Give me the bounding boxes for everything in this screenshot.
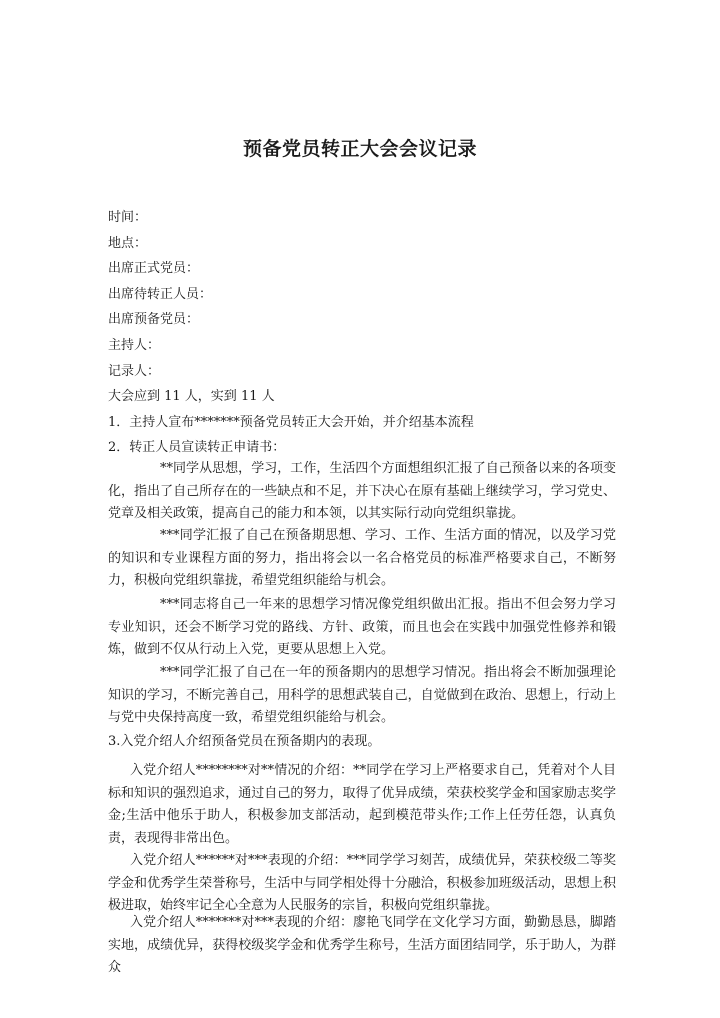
application-paragraph: ***同志将自己一年来的思想学习情况像党组织做出汇报。指出不但会努力学习专业知识，还会不断学习党的路线、方针、政策，而且也会在实践中加强党性修养和锻炼，做到不仅从行动上入党，更要从思想上入党。 xyxy=(108,597,616,657)
introduction-paragraph: 入党介绍人******对***表现的介绍：***同学学习刻苦，成绩优异，荣获校级二等奖学金和优秀学生荣誉称号，生活中与同学相处得十分融洽，积极参加班级活动，思想上积极进取，始终牢记全心全意为人民服务的宗旨，积极向党组织靠拢。 xyxy=(108,853,616,913)
field-location: 地点： xyxy=(108,235,148,251)
field-time: 时间： xyxy=(108,210,148,225)
field-candidates: 出席待转正人员： xyxy=(108,286,213,302)
section-3-heading: 3.入党介绍人介绍预备党员在预备期内的表现。 xyxy=(108,734,381,749)
meeting-info-fields xyxy=(108,205,628,461)
application-paragraph: **同学从思想，学习，工作，生活四个方面想组织汇报了自己预备以来的各项变化，指出了自己所存在的一些缺点和不足，并下决心在原有基础上继续学习，学习党史、党章及相关政策，提高自己的能力和本领，以其实际行动向党组织靠拢。 xyxy=(108,461,616,521)
field-full-members: 出席正式党员： xyxy=(108,261,200,277)
application-paragraph: ***同学汇报了自己在预备期思想、学习、工作、生活方面的情况，以及学习党的知识和专业课程方面的努力，指出将会以一名合格党员的标准严格要求自己，不断努力，积极向党组织靠拢，希望党组织能给与机会。 xyxy=(108,528,616,588)
introduction-paragraph: 入党介绍人********对**情况的介绍：**同学在学习上严格要求自己，凭着对个人目标和知识的强烈追求，通过自己的努力，取得了优异成绩，荣获校奖学金和国家励志奖学金;生活中他乐于助人，积极参加支部活动，起到模范带头作;工作上任劳任怨，认真负责，表现得非常出色。 xyxy=(108,763,616,846)
field-recorder: 记录人： xyxy=(108,363,161,379)
attendance-line: 大会应到 11 人，实到 11 人 xyxy=(108,389,275,405)
agenda-item-1: 1．主持人宣布*******预备党员转正大会开始，并介绍基本流程 xyxy=(108,414,474,430)
document-title: 预备党员转正大会会议记录 xyxy=(242,138,477,160)
application-paragraph: ***同学汇报了自己在一年的预备期内的思想学习情况。指出将会不断加强理论知识的学习，不断完善自己，用科学的思想武装自己，自觉做到在政治、思想上，行动上与党中央保持高度一致，希望党组织能给与机会。 xyxy=(108,665,616,725)
field-probationary-members: 出席预备党员： xyxy=(108,312,200,328)
field-host: 主持人： xyxy=(108,337,161,353)
introduction-paragraph: 入党介绍人*******对***表现的介绍：廖艳飞同学在文化学习方面，勤勤恳恳，脚踏实地，成绩优异，获得校级奖学金和优秀学生称号，生活方面团结同学，乐于助人，为群众 xyxy=(108,915,616,975)
agenda-item-2: 2．转正人员宣读转正申请书： xyxy=(108,440,286,456)
